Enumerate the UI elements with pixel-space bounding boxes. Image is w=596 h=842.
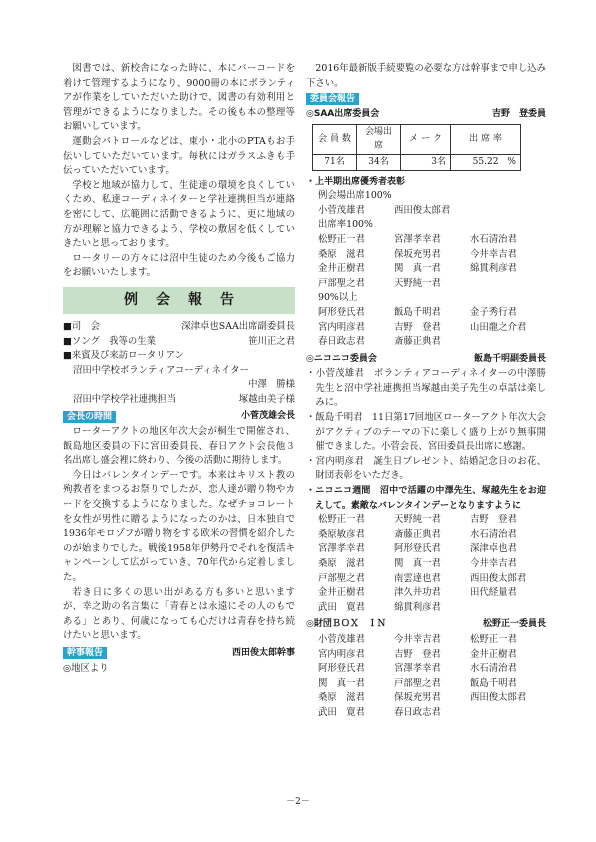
- paragraph: 若き日に多くの思い出がある方も多いと思いますが、幸之助の名言集に「青春とは永遠にその人のもである」とあり、何歳になっても心だけは青春を持ち続けたいと思います。: [63, 586, 295, 642]
- member-name: 松野正一君: [470, 633, 517, 645]
- box-list: [306, 633, 546, 721]
- right-column: [306, 62, 546, 721]
- name-row: [306, 677, 546, 692]
- award-title: ・上半期出席優秀者表彰: [306, 176, 406, 187]
- member-name: 水石清治君: [470, 528, 517, 540]
- member-name: 山田龍之介君: [470, 321, 527, 333]
- guest-row: [63, 393, 295, 408]
- committee-header: [306, 93, 546, 105]
- table-row: [313, 154, 521, 170]
- committee-report-tag: 委員会報告: [306, 93, 359, 105]
- member-name: 宮澤孝幸君: [394, 663, 441, 675]
- guest-row: [63, 364, 295, 379]
- guest-affiliation: 沼田中学校学社連携担当: [73, 393, 177, 405]
- member-name: 西田俊太郎君: [470, 692, 527, 704]
- member-name: 津久井功君: [394, 587, 441, 599]
- table-cell: 34名: [357, 154, 401, 170]
- member-name: 保坂充男君: [394, 248, 441, 260]
- saa-title: ◎SAA出席委員会: [306, 109, 380, 120]
- officer-row: [63, 320, 295, 335]
- member-name: 斎藤正典君: [394, 336, 441, 348]
- member-name: 宮澤孝幸君: [318, 543, 365, 555]
- member-name: 水石清治君: [470, 663, 517, 675]
- member-name: 水石清治君: [470, 233, 517, 245]
- saa-name: 吉野 登委員: [491, 109, 546, 120]
- officer-name: 笹川正之君: [248, 335, 295, 347]
- award-list-90: [306, 306, 546, 350]
- president-name: 小菅茂雄会長: [240, 411, 295, 422]
- member-name: 春日政志君: [394, 706, 441, 718]
- name-row: [306, 648, 546, 663]
- name-row: [306, 542, 546, 557]
- officer-row: [63, 349, 295, 364]
- left-column: [63, 62, 295, 676]
- niko-week-list: [306, 513, 546, 615]
- niko-title: ◎ニコニコ委員会: [306, 353, 377, 364]
- award-sub: 90%以上: [318, 292, 358, 304]
- paragraph: 図書では、新校舎になった時に、本にバーコードを着けて管理するようになり、9000冊の本にボランティアが作業をしていただいた助けで、図書の有効利用と管理ができるようになりました。その後も本の整理等お願いしています。: [63, 63, 295, 133]
- member-name: 阿形登氏君: [318, 663, 365, 675]
- officer-role: ■ソング 我等の生業: [63, 335, 157, 347]
- name-row: [306, 557, 546, 572]
- member-name: 飯島千明君: [470, 677, 517, 689]
- member-name: 飯島千明君: [394, 306, 441, 318]
- name-row: [306, 706, 546, 721]
- member-name: 阿形登氏君: [394, 543, 441, 555]
- member-name: 吉野 登君: [470, 514, 517, 526]
- paragraph: 学校と地域が協力して、生徒達の環境を良くしていくため、私達コーディネイターと学社連携担当が連絡を密にして、広範囲に活動できるように、更に地域の方が理解と協力できるよう、学校の敷居を低くしていきたいと思っております。: [63, 179, 295, 250]
- officer-role: ■司 会: [63, 320, 100, 332]
- box-header: [306, 617, 546, 632]
- name-row: [306, 513, 546, 528]
- member-name: 天野純一君: [394, 514, 441, 526]
- member-name: 桑原 滋君: [318, 558, 365, 569]
- officer-row: [63, 335, 295, 350]
- name-row: [306, 662, 546, 677]
- niko-item: ・飯島千明君 11日第17回地区ローターアクト年次大会がアクティブのテーマの下に楽しく盛り上がり無事開催できました。小菅会長、宮田委員長出席に感謝。: [306, 412, 546, 453]
- member-name: 金井正樹君: [470, 648, 517, 660]
- paragraph: ローターアクトの地区年次大会が桐生で開催され、飯島地区委員の下に宮田委員長、春日アクト会長他３名出席し盛会裡に終わり、今後の活動に期待します。: [63, 426, 295, 467]
- secretary-name: 西田俊太郎幹事: [231, 647, 295, 658]
- secretary-item: ◎地区より: [63, 662, 109, 674]
- box-name: 松野正一委員長: [482, 619, 546, 630]
- name-row: [306, 321, 546, 336]
- name-row: [306, 306, 546, 321]
- award-sub: 出席率100%: [318, 219, 373, 231]
- paragraph: ロータリーの方々には沼中生徒のため今後もご協力をお願いいたします。: [63, 252, 295, 279]
- member-name: 保坂充男君: [394, 692, 441, 704]
- page-number: －2－: [286, 797, 310, 807]
- member-name: [470, 706, 546, 721]
- member-name: 斎藤正典君: [394, 528, 441, 540]
- table-header-cell: 出 席 率: [451, 124, 521, 154]
- member-name: 西田俊太郎君: [470, 572, 527, 584]
- member-name: 今井幸吉君: [394, 633, 441, 645]
- member-name: 関 真一君: [394, 263, 441, 275]
- member-name: [470, 335, 546, 350]
- name-row: [306, 277, 546, 292]
- meeting-report-banner: 例会報告: [63, 287, 295, 314]
- member-name: 武田 寛君: [318, 706, 365, 718]
- box-title: ◎財団ＢＯＸ ＩＮ: [306, 619, 386, 630]
- paragraph: 運動会パトロールなどは、東小・北小のPTAもお手伝いしていただいています。毎秋にはガラスふきも手伝っていただいています。: [63, 135, 295, 177]
- name-row: [306, 586, 546, 601]
- member-name: 吉野 登君: [394, 321, 441, 333]
- officer-role: ■来賓及び来訪ロータリアン: [63, 350, 184, 362]
- member-name: 金子秀行君: [470, 306, 517, 318]
- paragraph: 2016年最新版手続要覧の必要な方は幹事まで申し込み下さい。: [306, 63, 546, 89]
- name-row: [306, 262, 546, 277]
- niko-header: [306, 352, 546, 367]
- president-time-tag: 会長の時間: [63, 411, 116, 423]
- name-row: [306, 691, 546, 706]
- attendance-table: [312, 124, 521, 171]
- name-row: [306, 601, 546, 616]
- member-name: 桑原敏彦君: [318, 528, 365, 540]
- member-name: 松野正一君: [318, 233, 365, 245]
- member-name: 吉野 登君: [394, 648, 441, 660]
- guest-affiliation: 沼田中学校ボランティアコーディネイター: [73, 364, 249, 376]
- niko-week-title: ・ニコニコ週間 沼中で活躍の中澤先生、塚越先生をお迎えして。素敵なバレンタインデーとなりますように: [306, 486, 546, 511]
- member-name: 戸部聖之君: [394, 677, 441, 689]
- member-name: 田代経量君: [470, 587, 517, 599]
- member-name: 桑原 滋君: [318, 692, 365, 704]
- table-header-cell: 会 員 数: [313, 124, 357, 154]
- name-row: [306, 633, 546, 648]
- member-name: 深津卓也君: [470, 543, 517, 555]
- member-name: 金井正樹君: [318, 263, 365, 275]
- name-row: [306, 528, 546, 543]
- member-name: 南雲達也君: [394, 572, 441, 584]
- member-name: 今井幸吉君: [470, 248, 517, 260]
- member-name: 春日政志君: [318, 336, 365, 348]
- member-name: 宮内明彦君: [318, 321, 365, 333]
- guest-name: 塚越由美子様: [238, 393, 295, 405]
- niko-name: 飯島千明副委員長: [473, 353, 546, 364]
- member-name: 関 真一君: [394, 558, 441, 569]
- table-header-cell: 会場出席: [357, 124, 401, 154]
- member-name: [470, 277, 546, 292]
- table-cell: 55.22 %: [451, 154, 521, 170]
- member-name: 今井幸吉君: [470, 558, 517, 569]
- member-name: 小菅茂雄君: [318, 633, 365, 645]
- guest-name: 中澤 勝様: [248, 379, 295, 391]
- table-cell: 71名: [313, 154, 357, 170]
- member-name: 関 真一君: [318, 677, 365, 689]
- table-header-cell: メ ー ク: [401, 124, 451, 154]
- member-name: 天野純一君: [394, 277, 441, 289]
- niko-item: ・宮内明彦君 誕生日プレゼント、結婚記念日のお花、財団表彰をいただき。: [306, 455, 546, 482]
- saa-header: [306, 107, 546, 122]
- paragraph: 今日はバレンタインデーです。本来はキリスト教の殉教者をまつるお祭りでしたが、恋人達が贈り物やカードを交換するようになりました。なぜチョコレートを女性が男性に贈るようになったのかは、日本独自で1936年モロゾフが贈り物をする欧米の習慣を紹介したのが始まりでした。戦後1958年伊勢丹でそれを復活キャンペーンして広がっていき、70年代から定着しました。: [63, 469, 295, 583]
- officer-name: 深津卓也SAA出席副委員長: [181, 320, 295, 332]
- secretary-header: [63, 646, 295, 661]
- member-name: 戸部聖之君: [318, 277, 365, 289]
- award-sub: 例会場出席100%: [318, 190, 392, 202]
- member-name: 西田俊太郎君: [394, 204, 451, 216]
- president-header: [63, 409, 295, 424]
- member-name: 綿貫利彦君: [470, 263, 517, 275]
- table-header-row: [313, 124, 521, 154]
- award-list-100: [306, 233, 546, 291]
- member-name: [470, 601, 546, 616]
- guest-row: [63, 378, 295, 393]
- member-name: 松野正一君: [318, 514, 365, 526]
- member-name: 金井正樹君: [318, 587, 365, 599]
- name-row: [306, 572, 546, 587]
- name-row: [306, 335, 546, 350]
- member-name: 阿形登氏君: [318, 306, 365, 318]
- member-name: 綿貫利彦君: [394, 601, 441, 613]
- secretary-report-tag: 幹事報告: [63, 647, 107, 659]
- member-name: 戸部聖之君: [318, 572, 365, 584]
- member-name: 宮澤孝幸君: [394, 233, 441, 245]
- name-row: [306, 204, 546, 219]
- niko-item: ・小菅茂雄君 ボランティアコーディネイターの中澤勝先生と沼中学社連携担当塚越由美子先生の卓話は楽しみに。: [306, 368, 546, 409]
- name-row: [306, 248, 546, 263]
- table-cell: 3名: [401, 154, 451, 170]
- name-row: [306, 233, 546, 248]
- member-name: 宮内明彦君: [318, 648, 365, 660]
- member-name: 武田 寛君: [318, 601, 365, 613]
- member-name: 小菅茂雄君: [318, 204, 365, 216]
- member-name: 桑原 滋君: [318, 248, 365, 260]
